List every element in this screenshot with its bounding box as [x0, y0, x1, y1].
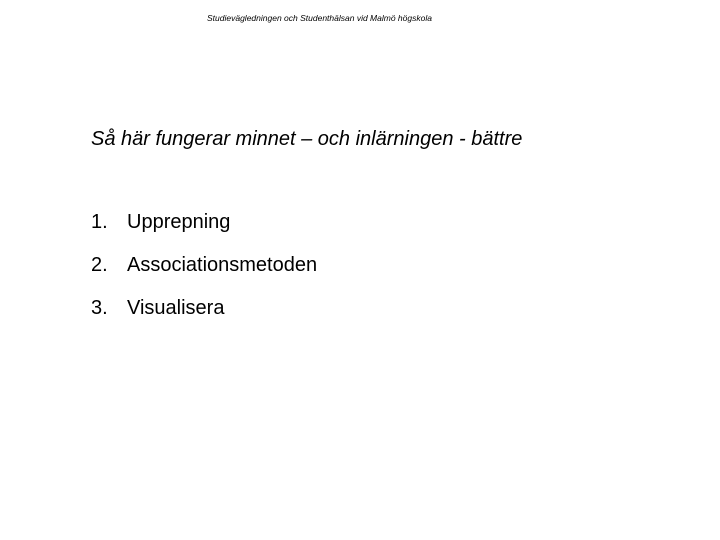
list-item-number: 3. [91, 297, 108, 319]
list-item-label: Upprepning [127, 211, 231, 233]
header-note: Studievägledningen och Studenthälsan vid Malmö högskola [207, 13, 432, 23]
slide-title: Så här fungerar minnet – och inlärningen - bättre [91, 128, 523, 150]
list-item-label: Associationsmetoden [127, 254, 318, 276]
list-item-label: Visualisera [127, 297, 225, 319]
list-item [91, 254, 317, 297]
list-item-number: 2. [91, 254, 108, 276]
list-item [91, 211, 317, 254]
list-item-number: 1. [91, 211, 108, 233]
numbered-list [91, 211, 317, 340]
list-item [91, 297, 317, 340]
